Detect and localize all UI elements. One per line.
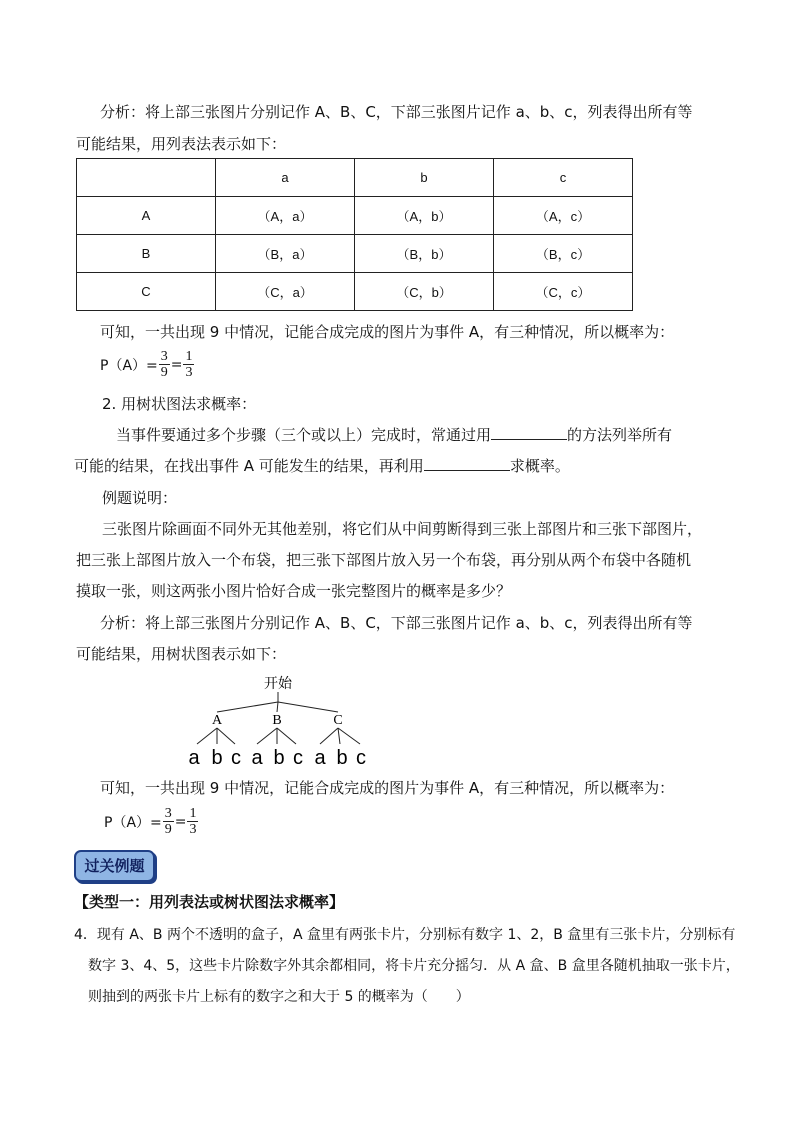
tree-leaf: b	[273, 747, 285, 769]
tree-line	[197, 728, 217, 744]
table-header-cell: c	[494, 159, 633, 197]
probability-formula-1	[100, 349, 195, 380]
table-cell: B	[77, 235, 216, 273]
table-cell: C	[77, 273, 216, 311]
tree-node-B: B	[272, 713, 282, 728]
tree-node-A: A	[211, 713, 223, 728]
tree-leaf: a	[314, 747, 326, 769]
table-header-cell: a	[216, 159, 355, 197]
tree-line	[338, 728, 340, 744]
table-cell: A	[77, 197, 216, 235]
para-text: 可能的结果，在找出事件 A 可能发生的结果，再利用	[74, 457, 424, 475]
table-cell: （C，a）	[216, 273, 355, 311]
table-cell: （B，c）	[494, 235, 633, 273]
example-line-2: 把三张上部图片放入一个布袋，把三张下部图片放入另一个布袋，再分别从两个布袋中各随机	[76, 551, 692, 569]
para-text: 的方法列举所有	[567, 426, 673, 444]
conclusion-2: 可知，一共出现 9 中情况，记能合成完成的图片为事件 A，有三种情况，所以概率为：	[100, 779, 675, 797]
para-text: 当事件要通过多个步骤（三个或以上）完成时，常通过用	[116, 426, 492, 444]
equals-sign: =	[170, 356, 183, 373]
fraction-1-3	[187, 806, 198, 837]
tree-leaf: c	[356, 747, 366, 769]
numerator: 3	[160, 349, 168, 364]
denominator: 3	[189, 822, 197, 837]
question-line-2: 数字 3、4、5，这些卡片除数字外其余都相同，将卡片充分摇匀．从 A 盒、B 盒里各随机抽取一张卡片，	[88, 958, 740, 974]
denominator: 3	[185, 365, 193, 380]
tree-diagram	[180, 672, 380, 772]
type-heading: 【类型一：用列表法或树状图法求概率】	[74, 893, 345, 911]
tree-leaf: b	[336, 747, 348, 769]
table-row	[77, 197, 633, 235]
section-2-para-1	[116, 425, 672, 445]
tree-root: 开始	[264, 677, 292, 692]
denominator: 9	[160, 365, 168, 380]
fraction-3-9	[163, 806, 174, 837]
conclusion-1: 可知，一共出现 9 中情况，记能合成完成的图片为事件 A，有三种情况，所以概率为：	[100, 323, 675, 341]
numerator: 1	[189, 806, 197, 821]
table-header-row	[77, 159, 633, 197]
table-cell: （C，c）	[494, 273, 633, 311]
table-cell: （A，a）	[216, 197, 355, 235]
formula-label: P（A）=	[100, 357, 158, 374]
table-row	[77, 235, 633, 273]
denominator: 9	[164, 822, 172, 837]
tree-leaf: a	[188, 747, 200, 769]
table-row	[77, 273, 633, 311]
example-line-1: 三张图片除画面不同外无其他差别，将它们从中间剪断得到三张上部图片和三张下部图片，	[102, 520, 703, 538]
fill-blank-2[interactable]	[424, 456, 510, 471]
tree-line	[217, 728, 235, 744]
section-badge: 过关例题	[74, 850, 155, 882]
tree-leaf: c	[293, 747, 303, 769]
tree-node-C: C	[333, 713, 343, 728]
equals-sign: =	[174, 813, 187, 830]
fraction-1-3	[183, 349, 194, 380]
question-line-1: 4．现有 A、B 两个不透明的盒子，A 盒里有两张卡片，分别标有数字 1、2，B 盒里有三张卡片，分别标有	[74, 927, 736, 943]
table-cell: （A，b）	[355, 197, 494, 235]
table-header-cell: b	[355, 159, 494, 197]
analysis-line-2: 可能结果，用列表法表示如下：	[76, 135, 287, 153]
numerator: 3	[164, 806, 172, 821]
tree-line	[277, 728, 296, 744]
tree-line	[320, 728, 338, 744]
probability-formula-2	[104, 806, 199, 837]
numerator: 1	[185, 349, 193, 364]
question-line-3: 则抽到的两张卡片上标有的数字之和大于 5 的概率为（ ）	[88, 989, 470, 1005]
tree-line	[277, 702, 278, 712]
para-text: 求概率。	[509, 457, 570, 475]
table-cell: （C，b）	[355, 273, 494, 311]
section-2-heading: 2. 用树状图法求概率：	[102, 395, 257, 413]
fraction-3-9	[159, 349, 170, 380]
tree-leaf: a	[251, 747, 263, 769]
table-cell: （A，c）	[494, 197, 633, 235]
outcome-table	[76, 158, 633, 311]
tree-line	[217, 702, 278, 712]
example-line-3: 摸取一张，则这两张小图片恰好合成一张完整图片的概率是多少？	[76, 582, 512, 600]
tree-leaf: b	[211, 747, 223, 769]
analysis-2-line-2: 可能结果，用树状图表示如下：	[76, 645, 287, 663]
tree-leaf: c	[231, 747, 241, 769]
tree-line	[278, 702, 338, 712]
tree-line	[257, 728, 277, 744]
tree-line	[338, 728, 360, 744]
fill-blank-1[interactable]	[491, 425, 567, 440]
table-cell: （B，b）	[355, 235, 494, 273]
analysis-2-line-1: 分析：将上部三张图片分别记作 A、B、C，下部三张图片记作 a、b、c，列表得出所有等	[100, 614, 693, 632]
table-cell: （B，a）	[216, 235, 355, 273]
formula-label: P（A）=	[104, 814, 162, 831]
analysis-line-1: 分析：将上部三张图片分别记作 A、B、C，下部三张图片记作 a、b、c，列表得出所有等	[100, 103, 693, 121]
section-2-para-2	[74, 456, 570, 476]
table-header-cell	[77, 159, 216, 197]
example-title: 例题说明：	[102, 489, 178, 507]
